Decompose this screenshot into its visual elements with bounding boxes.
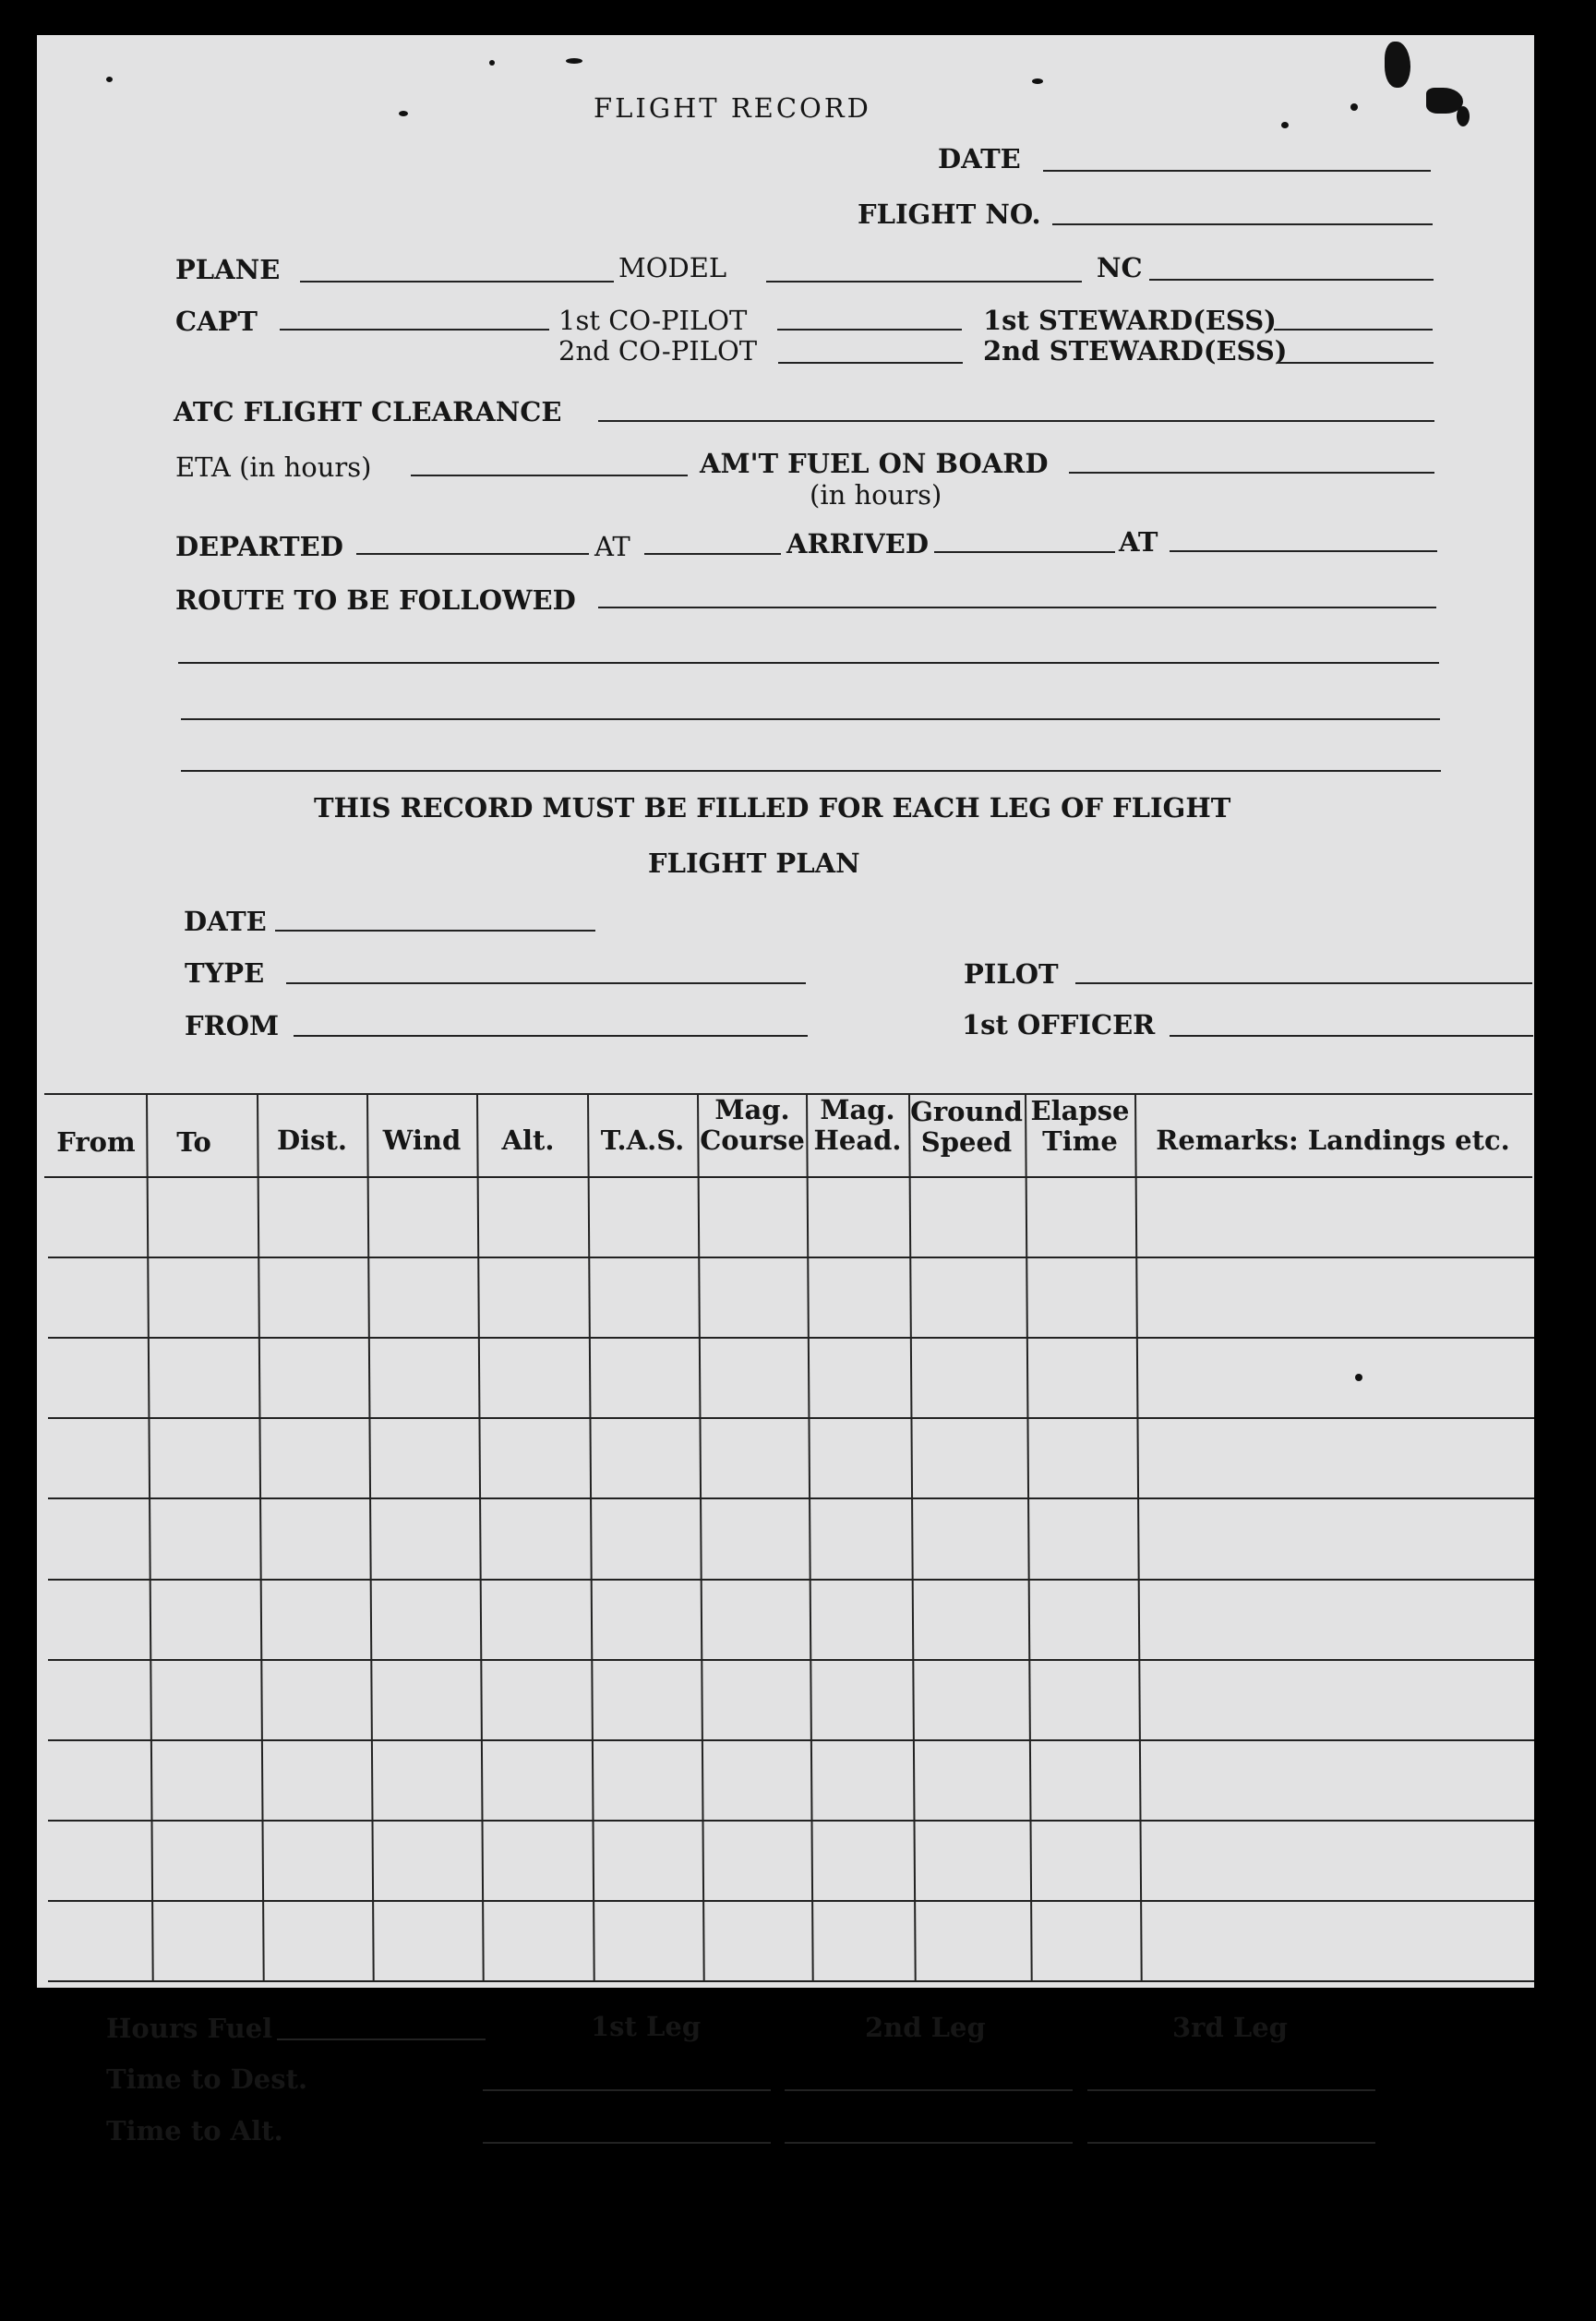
first-officer-field[interactable] [1170,1035,1533,1037]
table-row[interactable] [48,1417,1534,1419]
date-field[interactable] [1043,170,1431,172]
time-to-alt-leg2-field[interactable] [785,2142,1073,2144]
plan-date-label: DATE [184,906,267,937]
flight-no-field[interactable] [1052,223,1433,225]
copilot2-label: 2nd CO-PILOT [558,335,758,367]
fuel-on-board-field[interactable] [1069,472,1434,474]
flight-no-label: FLIGHT NO. [858,198,1041,230]
column-header-mag-course: Mag. Course [700,1094,805,1156]
nc-field[interactable] [1149,279,1434,281]
time-to-alt-leg1-field[interactable] [483,2142,771,2144]
model-label: MODEL [618,252,727,283]
column-header-wind: Wind [382,1124,462,1156]
plan-type-label: TYPE [185,957,265,989]
plan-from-label: FROM [185,1010,280,1041]
ink-speck [106,77,113,82]
form-title: FLIGHT RECORD [594,92,871,124]
route-line[interactable] [181,718,1440,720]
ink-speck [1385,42,1410,88]
leg2-label: 2nd Leg [865,2012,986,2043]
time-to-dest-leg1-field[interactable] [483,2089,771,2091]
arrived-label: ARRIVED [786,528,930,559]
table-row[interactable] [48,1659,1534,1661]
model-field[interactable] [766,281,1082,283]
copilot1-field[interactable] [777,329,962,331]
column-header-ground-speed: Ground Speed [910,1096,1023,1158]
plan-type-field[interactable] [286,982,806,984]
hours-fuel-field[interactable] [277,2038,486,2040]
route-field[interactable] [598,607,1436,608]
ink-speck [1355,1374,1362,1381]
atc-clearance-field[interactable] [598,420,1434,422]
pilot-label: PILOT [964,958,1059,990]
table-header-rule [44,1176,1532,1178]
ink-speck [566,58,582,64]
table-row[interactable] [48,1739,1534,1741]
table-row[interactable] [48,1337,1534,1339]
route-line[interactable] [181,770,1441,772]
column-header-elapse-time: Elapse Time [1030,1095,1130,1157]
plan-from-field[interactable] [294,1035,808,1037]
plan-date-field[interactable] [275,930,595,932]
time-to-dest-leg2-field[interactable] [785,2089,1073,2091]
column-header-from: From [56,1126,136,1158]
table-row[interactable] [48,1579,1534,1581]
departed-at-label: AT [594,531,630,562]
flight-plan-title: FLIGHT PLAN [648,848,860,879]
departed-field[interactable] [356,553,589,555]
time-to-dest-leg3-field[interactable] [1087,2089,1375,2091]
arrived-field[interactable] [934,551,1115,553]
plane-field[interactable] [300,281,614,283]
steward1-label: 1st STEWARD(ESS) [983,305,1277,336]
plane-label: PLANE [175,254,281,285]
eta-field[interactable] [411,475,688,476]
capt-field[interactable] [280,329,549,331]
route-line[interactable] [178,662,1439,664]
hours-fuel-label: Hours Fuel [106,2013,273,2044]
capt-label: CAPT [175,306,258,337]
leg1-label: 1st Leg [591,2011,702,2042]
time-to-alt-leg3-field[interactable] [1087,2142,1375,2144]
route-label: ROUTE TO BE FOLLOWED [175,584,576,616]
copilot2-field[interactable] [778,362,963,364]
ink-speck [1032,78,1043,84]
column-header-mag-head: Mag. Head. [813,1094,902,1156]
ink-speck [399,111,408,116]
departed-at-field[interactable] [644,553,781,555]
arrived-at-field[interactable] [1170,550,1437,552]
departed-label: DEPARTED [175,531,343,562]
leg3-label: 3rd Leg [1172,2012,1288,2043]
table-row[interactable] [48,1900,1534,1902]
table-row[interactable] [48,1820,1534,1822]
ink-speck [489,60,495,66]
pilot-field[interactable] [1075,982,1532,984]
column-header-tas: T.A.S. [600,1124,685,1156]
table-row[interactable] [48,1497,1534,1499]
eta-label: ETA (in hours) [175,451,372,483]
column-header-dist: Dist. [277,1124,347,1156]
column-header-alt: Alt. [501,1124,555,1156]
table-row[interactable] [48,1257,1534,1258]
time-to-dest-label: Time to Dest. [106,2063,308,2095]
column-header-remarks: Remarks: Landings etc. [1156,1124,1510,1156]
steward1-field[interactable] [1274,329,1433,331]
leg-notice: THIS RECORD MUST BE FILLED FOR EACH LEG OF FLIGHT [314,792,1231,824]
ink-speck [1457,106,1470,126]
atc-clearance-label: ATC FLIGHT CLEARANCE [174,396,562,427]
ink-speck [1281,122,1289,128]
first-officer-label: 1st OFFICER [962,1009,1156,1040]
column-header-to: To [176,1126,211,1158]
ink-speck [1350,103,1358,111]
table-row[interactable] [48,1980,1534,1982]
steward2-label: 2nd STEWARD(ESS) [983,335,1288,367]
arrived-at-label: AT [1119,526,1158,558]
nc-label: NC [1097,252,1143,283]
fuel-units-label: (in hours) [810,479,942,511]
copilot1-label: 1st CO-PILOT [558,305,748,336]
fuel-on-board-label: AM'T FUEL ON BOARD [700,448,1049,479]
time-to-alt-label: Time to Alt. [106,2115,283,2147]
steward2-field[interactable] [1277,362,1434,364]
date-label: DATE [938,143,1021,174]
